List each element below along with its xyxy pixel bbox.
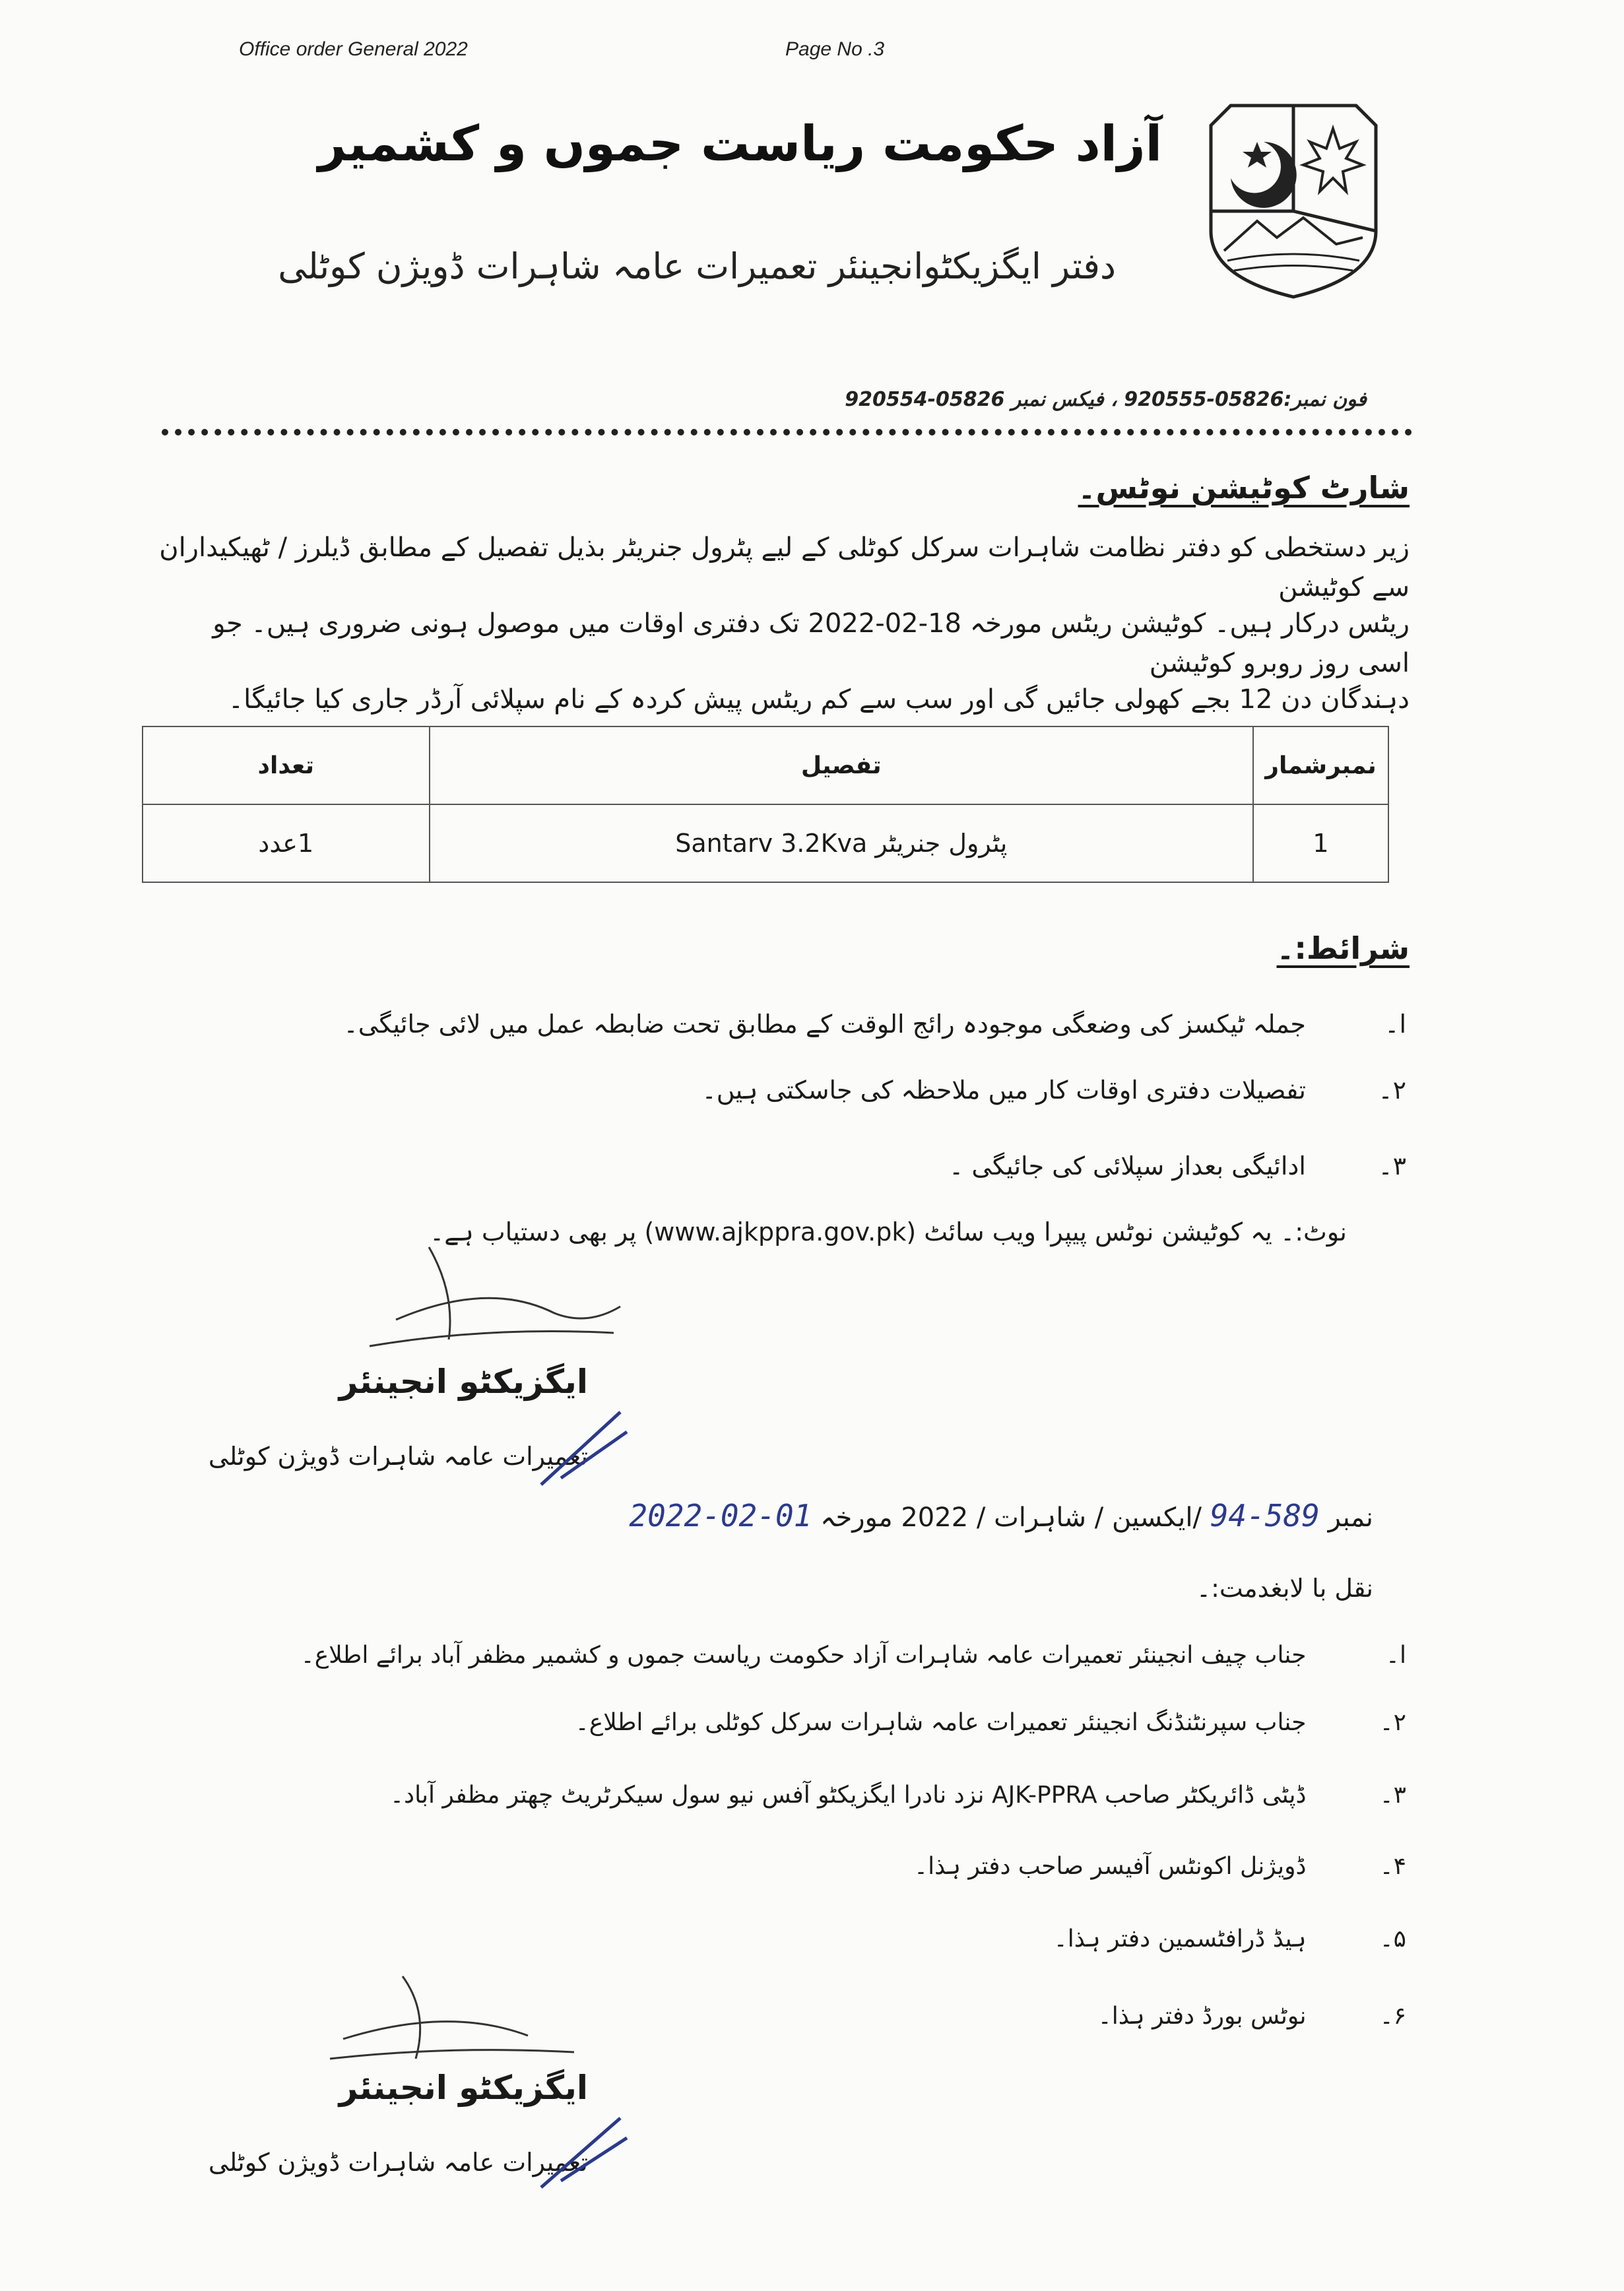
table-header-row <box>143 726 1388 804</box>
condition-item <box>284 1076 1406 1105</box>
condition-text: تفصیلات دفتری اوقات کار میں ملاحظہ کی جاسکتی ہیں۔ <box>701 1076 1306 1105</box>
signature-scribble-icon <box>356 1241 633 1372</box>
list-text: جناب چیف انجینئر تعمیرات عامہ شاہرات آزاد حکومت ریاست جموں و کشمیر مظفر آباد برائے اطلاع۔ <box>300 1642 1307 1669</box>
government-title: آزاد حکومت ریاست جموں و کشمیر <box>318 115 1162 172</box>
page-number: Page No .3 <box>785 38 885 60</box>
header-detail: تفصیل <box>430 726 1254 804</box>
list-text: ڈپٹی ڈائریکٹر صاحب AJK-PPRA نزد نادرا ایگزیکٹو آفس نیو سول سیکرٹریٹ چھتر مظفر آباد۔ <box>389 1782 1307 1809</box>
items-table <box>142 726 1389 883</box>
header-divider <box>162 429 1412 436</box>
order-label: Office order General 2022 <box>239 38 468 60</box>
list-text: نوٹس بورڈ دفتر ہذا۔ <box>1097 2003 1307 2030</box>
table-row <box>143 804 1388 882</box>
list-number: ۵۔ <box>1379 1925 1406 1952</box>
notice-heading: شارٹ کوٹیشن نوٹس۔ <box>1078 470 1410 505</box>
ajk-emblem-seal-icon <box>1178 79 1409 330</box>
notice-line-2: ریٹس درکار ہیں۔ کوٹیشن ریٹس مورخہ 18-02-2022 تک دفتری اوقات میں موصول ہونی ضروری ہیں۔ جو اسی روز روبرو کوٹیشن <box>212 608 1410 678</box>
signatory-title: ایگزیکٹو انجینئر <box>339 1363 588 1401</box>
signature-scribble-icon <box>317 1973 594 2079</box>
website-note: نوٹ:۔ یہ کوٹیشن نوٹس پیپرا ویب سائٹ (www.ajkppra.gov.pk) پر بھی دستیاب ہے۔ <box>430 1217 1347 1246</box>
condition-number: ۳۔ <box>1378 1151 1406 1180</box>
list-number: ۶۔ <box>1379 2003 1406 2030</box>
notice-line-1: زیر دستخطی کو دفتر نظامت شاہرات سرکل کوٹلی کے لیے پٹرول جنریٹر بذیل تفصیل کے مطابق ڈیلرز / ٹھیکیداران سے کوٹیشن <box>159 532 1410 602</box>
cell-quantity: 1عدد <box>143 804 430 882</box>
condition-number: ۲۔ <box>1378 1076 1406 1105</box>
signatory-office: تعمیرات عامہ شاہرات ڈویژن کوٹلی <box>208 2148 588 2177</box>
office-title: دفتر ایگزیکٹوانجینئر تعمیرات عامہ شاہرات ڈویژن کوٹلی <box>278 245 1116 287</box>
list-number: ۲۔ <box>1379 1709 1406 1736</box>
list-text: جناب سپرنٹنڈنگ انجینئر تعمیرات عامہ شاہرات سرکل کوٹلی برائے اطلاع۔ <box>575 1709 1307 1736</box>
reference-number: 589-94 <box>1210 1498 1320 1533</box>
list-number: ا۔ <box>1385 1642 1406 1669</box>
notice-line-3: دہندگان دن 12 بجے کھولی جائیں گی اور سب سے کم ریٹس پیش کردہ کے نام سپلائی آرڈر جاری کیا جائیگا۔ <box>228 684 1410 715</box>
condition-text: ادائیگی بعداز سپلائی کی جائیگی ۔ <box>948 1151 1306 1180</box>
condition-text: جملہ ٹیکسز کی وضعگی موجودہ رائج الوقت کے مطابق تحت ضابطہ عمل میں لائی جائیگی۔ <box>343 1010 1306 1039</box>
condition-number: ا۔ <box>1384 1010 1406 1039</box>
reference-prefix: نمبر <box>1328 1502 1373 1533</box>
list-item <box>152 1782 1406 1809</box>
signatory-office: تعمیرات عامہ شاہرات ڈویژن کوٹلی <box>208 1442 588 1471</box>
list-item <box>152 1709 1406 1736</box>
cell-detail: پٹرول جنریٹر Santarv 3.2Kva <box>430 804 1254 882</box>
condition-item <box>284 1010 1406 1039</box>
header-serial: نمبرشمار <box>1253 726 1388 804</box>
list-number: ۴۔ <box>1379 1853 1406 1880</box>
header-quantity: تعداد <box>143 726 430 804</box>
ink-initial-icon <box>528 2112 633 2197</box>
reference-middle: /ایکسین / شاہرات / 2022 مورخہ <box>820 1502 1202 1533</box>
contact-numbers: فون نمبر:05826-920555 ، فیکس نمبر 05826-920554 <box>845 388 1367 411</box>
list-text: ہیڈ ڈرافٹسمین دفتر ہذا۔ <box>1053 1925 1307 1952</box>
reference-date: 01-02-2022 <box>629 1498 812 1533</box>
condition-item <box>284 1151 1406 1180</box>
list-item <box>152 1642 1406 1669</box>
list-number: ۳۔ <box>1379 1782 1406 1809</box>
copy-heading: نقل با لابغدمت:۔ <box>1196 1574 1373 1603</box>
conditions-heading: شرائط:۔ <box>1276 930 1410 966</box>
list-text: ڈویژنل اکونٹس آفیسر صاحب دفتر ہذا۔ <box>913 1853 1307 1880</box>
reference-line <box>119 1498 1373 1533</box>
list-item <box>152 1853 1406 1880</box>
signatory-title: ایگزیکٹو انجینئر <box>339 2069 588 2107</box>
ink-initial-icon <box>528 1405 633 1498</box>
list-item <box>152 1925 1406 1952</box>
cell-serial: 1 <box>1253 804 1388 882</box>
